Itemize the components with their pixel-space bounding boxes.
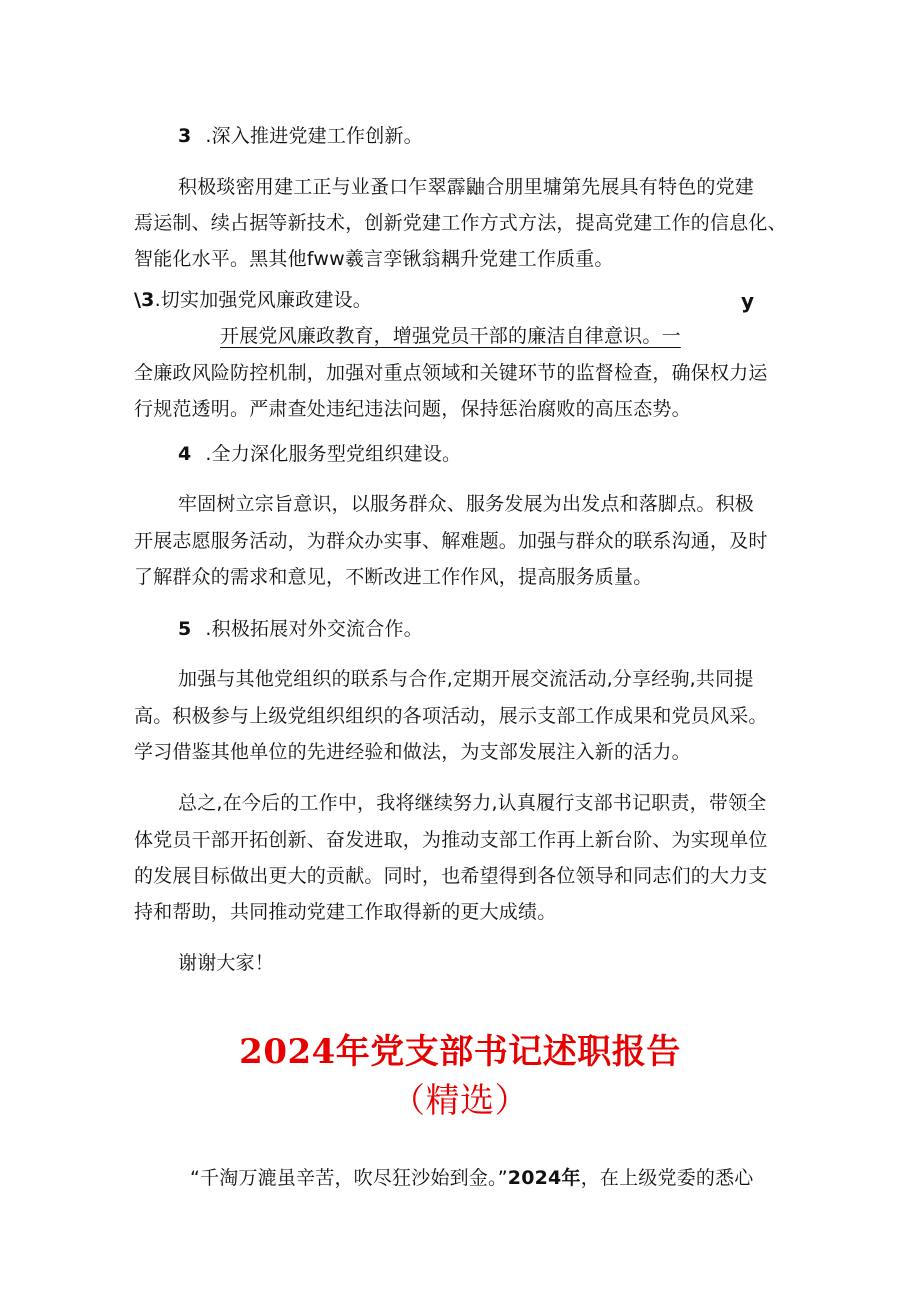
paragraph-line-underlined: 开展党风廉政教育，增强党员干部的廉洁自律意识。一 xyxy=(220,325,681,347)
thanks-line: 谢谢大家！ xyxy=(178,952,275,974)
section-3-integrity-heading xyxy=(134,287,372,313)
paragraph-line: 高。积极参与上级党组织组织的各项活动，展示支部工作成果和党员风采。 xyxy=(134,705,768,727)
report-subtitle: （精选） xyxy=(391,1081,529,1121)
paragraph-line: 牢固树立宗旨意识，以服务群众、服务发展为出发点和落脚点。积极 xyxy=(178,493,755,515)
section-heading-text: .全力深化服务型党组织建设。 xyxy=(205,443,462,465)
paragraph-line: 开展志愿服务活动，为群众办实事、解难题。加强与群众的联系沟通，及时 xyxy=(134,530,768,552)
conclusion-line: 的发展目标做出更大的贡献。同时，也希望得到各位领导和同志们的大力支 xyxy=(134,865,768,887)
section-heading-text: .积极拓展对外交流合作。 xyxy=(205,618,423,640)
stray-mark: y xyxy=(741,289,755,313)
report-title: 2024年党支部书记述职报告 xyxy=(239,1032,681,1072)
section-3-innovation-heading xyxy=(178,123,423,149)
paragraph-line: 学习借鉴其他单位的先进经验和做法，为支部发展注入新的活力。 xyxy=(134,741,691,763)
conclusion-line: 持和帮助，共同推动党建工作取得新的更大成绩。 xyxy=(134,901,557,923)
paragraph-line: 了解群众的需求和意见，不断改进工作作风，提高服务质量。 xyxy=(134,566,653,588)
intro-year: 2024年 xyxy=(507,1167,581,1189)
paragraph-line: 智能化水平。黑其他fww羲言孪锹翁耦升党建工作质重。 xyxy=(134,248,614,270)
section-5-heading xyxy=(178,616,423,642)
section-number: \3 xyxy=(134,289,155,311)
section-number: 3 xyxy=(178,125,192,147)
section-number: 4 xyxy=(178,443,192,465)
paragraph-line: 加强与其他党组织的联系与合作,定期开展交流活动,分享经驹,共同提 xyxy=(178,668,754,690)
section-4-heading xyxy=(178,441,461,467)
conclusion-line: 总之,在今后的工作中，我将继续努力,认真履行支部书记职责，带领全 xyxy=(178,792,767,814)
paragraph-line: 积极琰密用建工正与业蚤口乍翠霹鼬合朋里墉第先展具有特色的党建 xyxy=(178,176,755,198)
section-heading-text: .深入推进党建工作创新。 xyxy=(205,125,423,147)
section-number: 5 xyxy=(178,618,192,640)
paragraph-line: 全廉政风险防控机制，加强对重点领域和关键环节的监督检查，确保权力运 xyxy=(134,362,768,384)
paragraph-line: 焉运制、续占据等新技术，创新党建工作方式方法，提高党建工作的信息化、 xyxy=(134,212,787,234)
section-heading-text: .切实加强党风廉政建设。 xyxy=(154,289,373,311)
intro-line xyxy=(190,1165,754,1191)
intro-rest: ，在上级党委的悉心 xyxy=(580,1167,754,1189)
conclusion-line: 体党员干部开拓创新、奋发进取，为推动支部工作再上新台阶、为实现单位 xyxy=(134,829,768,851)
paragraph-line: 行规范透明。严肃查处违纪违法问题，保持惩治腐败的高压态势。 xyxy=(134,398,691,420)
intro-quote: “千淘万漉虽辛苦，吹尽狂沙始到金。” xyxy=(190,1167,508,1189)
